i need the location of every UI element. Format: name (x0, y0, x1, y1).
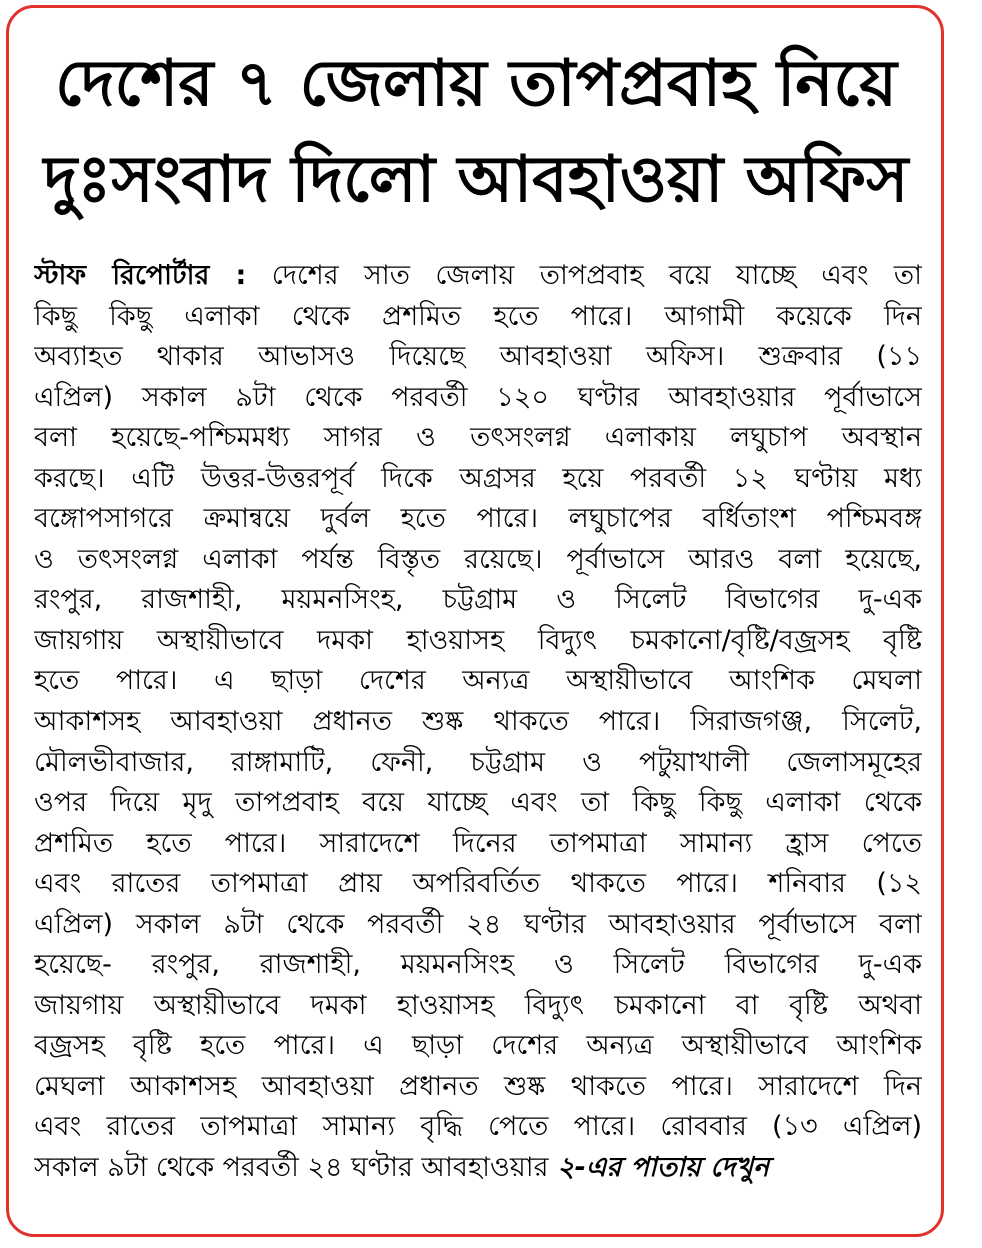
body-line: বলা হয়েছে-পশ্চিমমধ্য সাগর ও তৎসংলগ্ন এলাকায় লঘুচাপ অবস্থান (34, 422, 922, 454)
body-line: অব্যাহত থাকার আভাসও দিয়েছে আবহাওয়া অফিস। শুক্রবার (১১ (34, 341, 922, 373)
continued-on-page-note[interactable]: ২-এর পাতায় দেখুন (557, 1152, 770, 1184)
body-line: জায়গায় অস্থায়ীভাবে দমকা হাওয়াসহ বিদ্যুৎ চমকানো/বৃষ্টি/বজ্রসহ বৃষ্টি (34, 624, 922, 656)
body-line: জায়গায় অস্থায়ীভাবে দমকা হাওয়াসহ বিদ্যুৎ চমকানো বা বৃষ্টি অথবা (34, 989, 922, 1021)
body-line: প্রশমিত হতে পারে। সারাদেশে দিনের তাপমাত্রা সামান্য হ্রাস পেতে (34, 827, 922, 859)
body-line: করছে। এটি উত্তর-উত্তরপূর্ব দিকে অগ্রসর হয়ে পরবর্তী ১২ ঘণ্টায় মধ্য (34, 462, 922, 494)
headline-line-1: দেশের ৭ জেলায় তাপপ্রবাহ নিয়ে (55, 47, 897, 121)
headline-line-2: দুঃসংবাদ দিলো আবহাওয়া অফিস (43, 143, 909, 217)
body-line-last (34, 1148, 922, 1189)
body-line: হতে পারে। এ ছাড়া দেশের অন্যত্র অস্থায়ীভাবে আংশিক মেঘলা (34, 665, 922, 697)
body-line: কিছু কিছু এলাকা থেকে প্রশমিত হতে পারে। আগামী কয়েকে দিন (34, 300, 922, 332)
body-line: ও তৎসংলগ্ন এলাকা পর্যন্ত বিস্তৃত রয়েছে। পূর্বাভাসে আরও বলা হয়েছে, (34, 543, 922, 575)
body-line-text: দেশের সাত জেলায় তাপপ্রবাহ বয়ে যাচ্ছে এবং তা (271, 260, 922, 291)
body-line: মৌলভীবাজার, রাঙ্গামাটি, ফেনী, চট্টগ্রাম ও পটুয়াখালী জেলাসমূহের (34, 746, 922, 778)
body-line: হয়েছে- রংপুর, রাজশাহী, ময়মনসিংহ ও সিলেট বিভাগের দু-এক (34, 949, 922, 981)
body-line: এপ্রিল) সকাল ৯টা থেকে পরবর্তী ২৪ ঘণ্টার আবহাওয়ার পূর্বাভাসে বলা (34, 908, 922, 940)
body-line: এবং রাতের তাপমাত্রা সামান্য বৃদ্ধি পেতে পারে। রোববার (১৩ এপ্রিল) (34, 1111, 922, 1143)
byline: স্টাফ রিপোর্টার : (34, 260, 247, 291)
body-line-text: সকাল ৯টা থেকে পরবর্তী ২৪ ঘণ্টার আবহাওয়ার (34, 1152, 549, 1184)
body-line: এবং রাতের তাপমাত্রা প্রায় অপরিবর্তিত থাকতে পারে। শনিবার (১২ (34, 868, 922, 900)
body-line: ওপর দিয়ে মৃদু তাপপ্রবাহ বয়ে যাচ্ছে এবং তা কিছু কিছু এলাকা থেকে (34, 787, 922, 819)
body-line: বঙ্গোপসাগরে ক্রমান্বয়ে দুর্বল হতে পারে। লঘুচাপের বর্ধিতাংশ পশ্চিমবঙ্গ (34, 503, 922, 535)
body-line: এপ্রিল) সকাল ৯টা থেকে পরবর্তী ১২০ ঘণ্টার আবহাওয়ার পূর্বাভাসে (34, 381, 922, 413)
body-line: মেঘলা আকাশসহ আবহাওয়া প্রধানত শুষ্ক থাকতে পারে। সারাদেশে দিন (34, 1070, 922, 1102)
body-line: বজ্রসহ বৃষ্টি হতে পারে। এ ছাড়া দেশের অন্যত্র অস্থায়ীভাবে আংশিক (34, 1030, 922, 1062)
article-body (34, 256, 922, 1226)
body-line-first (34, 256, 922, 297)
body-line: রংপুর, রাজশাহী, ময়মনসিংহ, চট্টগ্রাম ও সিলেট বিভাগের দু-এক (34, 584, 922, 616)
body-line: আকাশসহ আবহাওয়া প্রধানত শুষ্ক থাকতে পারে। সিরাজগঞ্জ, সিলেট, (34, 706, 922, 738)
